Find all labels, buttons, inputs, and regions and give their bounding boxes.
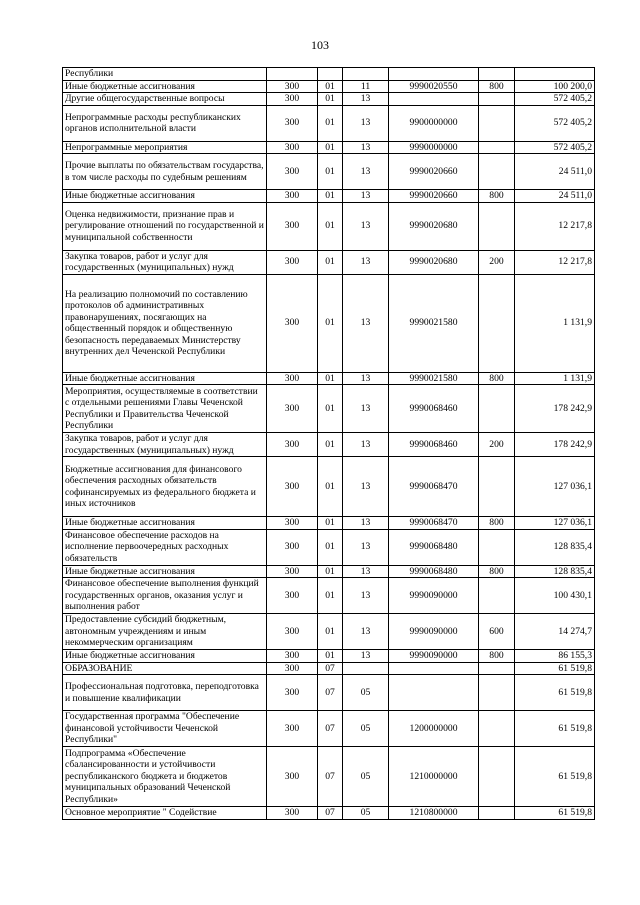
row-name-cell: Бюджетные ассигнования для финансового обеспечения расходных обязательств софинансируемых из федерального бюджета и иных источников: [63, 457, 267, 517]
table-row: [63, 614, 595, 650]
section-code-cell: 01: [318, 274, 343, 372]
amount-cell: 61 519,8: [515, 711, 595, 747]
target-article-cell: 9990068470: [389, 517, 479, 530]
table-row: [63, 711, 595, 747]
admin-code-cell: 300: [267, 385, 318, 433]
subsection-code-cell: 13: [343, 141, 389, 154]
expense-type-cell: [479, 675, 515, 711]
row-name-cell: Мероприятия, осуществляемые в соответствии с отдельными решениями Главы Чеченской Республики и Правительства Чеченской Республики: [63, 385, 267, 433]
expense-type-cell: [479, 385, 515, 433]
target-article-cell: 9990068460: [389, 433, 479, 457]
section-code-cell: 01: [318, 80, 343, 93]
expense-type-cell: 800: [479, 517, 515, 530]
table-body: [63, 68, 595, 820]
subsection-code-cell: 13: [343, 457, 389, 517]
target-article-cell: 9990021580: [389, 372, 479, 385]
admin-code-cell: 300: [267, 807, 318, 820]
section-code-cell: 01: [318, 457, 343, 517]
row-name-cell: Подпрограмма «Обеспечение сбалансированности и устойчивости республиканского бюджета и бюджетов муниципальных образований Чеченской Республики»: [63, 747, 267, 807]
amount-cell: 178 242,9: [515, 385, 595, 433]
table-row: [63, 274, 595, 372]
amount-cell: 12 217,8: [515, 250, 595, 274]
target-article-cell: 9990068460: [389, 385, 479, 433]
subsection-code-cell: 13: [343, 433, 389, 457]
row-name-cell: Основное мероприятие " Содействие: [63, 807, 267, 820]
admin-code-cell: 300: [267, 93, 318, 106]
subsection-code-cell: 11: [343, 80, 389, 93]
section-code-cell: 01: [318, 385, 343, 433]
expense-type-cell: [479, 93, 515, 106]
row-name-cell: Профессиональная подготовка, переподготовка и повышение квалификации: [63, 675, 267, 711]
subsection-code-cell: 13: [343, 250, 389, 274]
admin-code-cell: 300: [267, 80, 318, 93]
target-article-cell: 9990020680: [389, 202, 479, 250]
target-article-cell: 9990068480: [389, 565, 479, 578]
table-row: [63, 662, 595, 675]
section-code-cell: 01: [318, 105, 343, 141]
admin-code-cell: 300: [267, 662, 318, 675]
row-name-cell: Иные бюджетные ассигнования: [63, 190, 267, 203]
subsection-code-cell: 13: [343, 372, 389, 385]
admin-code-cell: 300: [267, 517, 318, 530]
subsection-code-cell: 13: [343, 650, 389, 663]
subsection-code-cell: 13: [343, 190, 389, 203]
section-code-cell: 07: [318, 747, 343, 807]
budget-table: [62, 67, 595, 820]
row-name-cell: Финансовое обеспечение выполнения функций государственных органов, оказания услуг и выполнения работ: [63, 578, 267, 614]
amount-cell: 128 835,4: [515, 565, 595, 578]
page-number: 103: [311, 38, 329, 52]
section-code-cell: 01: [318, 190, 343, 203]
expense-type-cell: [479, 747, 515, 807]
section-code-cell: 01: [318, 250, 343, 274]
amount-cell: 86 155,3: [515, 650, 595, 663]
amount-cell: 12 217,8: [515, 202, 595, 250]
admin-code-cell: 300: [267, 578, 318, 614]
expense-type-cell: [479, 105, 515, 141]
subsection-code-cell: 13: [343, 565, 389, 578]
target-article-cell: 9990000000: [389, 141, 479, 154]
section-code-cell: 07: [318, 807, 343, 820]
expense-type-cell: [479, 154, 515, 190]
target-article-cell: 9990090000: [389, 614, 479, 650]
target-article-cell: [389, 675, 479, 711]
amount-cell: 178 242,9: [515, 433, 595, 457]
amount-cell: 61 519,8: [515, 807, 595, 820]
admin-code-cell: 300: [267, 675, 318, 711]
row-name-cell: Оценка недвижимости, признание прав и регулирование отношений по государственной и муниципальной собственности: [63, 202, 267, 250]
section-code-cell: 01: [318, 372, 343, 385]
section-code-cell: 07: [318, 662, 343, 675]
row-name-cell: Иные бюджетные ассигнования: [63, 650, 267, 663]
amount-cell: 128 835,4: [515, 529, 595, 565]
subsection-code-cell: 05: [343, 711, 389, 747]
subsection-code-cell: 13: [343, 578, 389, 614]
amount-cell: 24 511,0: [515, 190, 595, 203]
expense-type-cell: 800: [479, 190, 515, 203]
table-row: [63, 105, 595, 141]
target-article-cell: 9990068480: [389, 529, 479, 565]
amount-cell: 572 405,2: [515, 141, 595, 154]
expense-type-cell: 200: [479, 250, 515, 274]
row-name-cell: Иные бюджетные ассигнования: [63, 517, 267, 530]
table-row: [63, 250, 595, 274]
row-name-cell: Закупка товаров, работ и услуг для государственных (муниципальных) нужд: [63, 250, 267, 274]
section-code-cell: 01: [318, 529, 343, 565]
table-row: [63, 457, 595, 517]
target-article-cell: 1210800000: [389, 807, 479, 820]
table-row: [63, 433, 595, 457]
table-row: [63, 68, 595, 81]
row-name-cell: Другие общегосударственные вопросы: [63, 93, 267, 106]
expense-type-cell: [479, 141, 515, 154]
section-code-cell: 01: [318, 517, 343, 530]
admin-code-cell: 300: [267, 202, 318, 250]
row-name-cell: На реализацию полномочий по составлению протоколов об административных правонарушениях, посягающих на общественный порядок и общественную безопасность передаваемых Министерству внутренних дел Чеченской Республики: [63, 274, 267, 372]
subsection-code-cell: 05: [343, 747, 389, 807]
admin-code-cell: 300: [267, 650, 318, 663]
amount-cell: 61 519,8: [515, 747, 595, 807]
table-row: [63, 93, 595, 106]
subsection-code-cell: 13: [343, 529, 389, 565]
table-row: [63, 517, 595, 530]
amount-cell: [515, 68, 595, 81]
table-row: [63, 385, 595, 433]
admin-code-cell: 300: [267, 565, 318, 578]
expense-type-cell: 200: [479, 433, 515, 457]
amount-cell: 14 274,7: [515, 614, 595, 650]
target-article-cell: 9990020680: [389, 250, 479, 274]
table-row: [63, 529, 595, 565]
amount-cell: 1 131,9: [515, 274, 595, 372]
amount-cell: 1 131,9: [515, 372, 595, 385]
target-article-cell: [389, 93, 479, 106]
expense-type-cell: [479, 68, 515, 81]
target-article-cell: [389, 68, 479, 81]
subsection-code-cell: 05: [343, 675, 389, 711]
row-name-cell: Финансовое обеспечение расходов на исполнение первоочередных расходных обязательств: [63, 529, 267, 565]
amount-cell: 61 519,8: [515, 675, 595, 711]
target-article-cell: 9990068470: [389, 457, 479, 517]
table-row: [63, 141, 595, 154]
row-name-cell: Республики: [63, 68, 267, 81]
expense-type-cell: [479, 529, 515, 565]
subsection-code-cell: 13: [343, 154, 389, 190]
amount-cell: 572 405,2: [515, 105, 595, 141]
row-name-cell: Прочие выплаты по обязательствам государства, в том числе расходы по судебным решениям: [63, 154, 267, 190]
subsection-code-cell: 05: [343, 807, 389, 820]
expense-type-cell: 800: [479, 372, 515, 385]
section-code-cell: 01: [318, 433, 343, 457]
subsection-code-cell: 13: [343, 274, 389, 372]
expense-type-cell: [479, 662, 515, 675]
admin-code-cell: 300: [267, 711, 318, 747]
section-code-cell: 01: [318, 141, 343, 154]
admin-code-cell: 300: [267, 529, 318, 565]
expense-type-cell: [479, 202, 515, 250]
section-code-cell: 01: [318, 202, 343, 250]
admin-code-cell: [267, 68, 318, 81]
table-row: [63, 80, 595, 93]
expense-type-cell: 800: [479, 565, 515, 578]
expense-type-cell: [479, 578, 515, 614]
table-row: [63, 807, 595, 820]
admin-code-cell: 300: [267, 457, 318, 517]
target-article-cell: 9990020660: [389, 190, 479, 203]
section-code-cell: 01: [318, 565, 343, 578]
expense-type-cell: 600: [479, 614, 515, 650]
row-name-cell: Закупка товаров, работ и услуг для государственных (муниципальных) нужд: [63, 433, 267, 457]
target-article-cell: 9990021580: [389, 274, 479, 372]
subsection-code-cell: 13: [343, 93, 389, 106]
table-row: [63, 565, 595, 578]
expense-type-cell: 800: [479, 650, 515, 663]
row-name-cell: Непрограммные мероприятия: [63, 141, 267, 154]
expense-type-cell: 800: [479, 80, 515, 93]
amount-cell: 100 200,0: [515, 80, 595, 93]
target-article-cell: [389, 662, 479, 675]
admin-code-cell: 300: [267, 372, 318, 385]
subsection-code-cell: 13: [343, 517, 389, 530]
target-article-cell: 9900000000: [389, 105, 479, 141]
section-code-cell: [318, 68, 343, 81]
section-code-cell: 01: [318, 578, 343, 614]
row-name-cell: Предоставление субсидий бюджетным, автономным учреждениям и иным некоммерческим организациям: [63, 614, 267, 650]
subsection-code-cell: 13: [343, 385, 389, 433]
subsection-code-cell: 13: [343, 614, 389, 650]
admin-code-cell: 300: [267, 250, 318, 274]
target-article-cell: 9990090000: [389, 650, 479, 663]
admin-code-cell: 300: [267, 190, 318, 203]
table-row: [63, 650, 595, 663]
subsection-code-cell: 13: [343, 105, 389, 141]
target-article-cell: 1210000000: [389, 747, 479, 807]
subsection-code-cell: [343, 68, 389, 81]
table-row: [63, 372, 595, 385]
section-code-cell: 07: [318, 711, 343, 747]
row-name-cell: Государственная программа "Обеспечение финансовой устойчивости Чеченской Республики": [63, 711, 267, 747]
admin-code-cell: 300: [267, 747, 318, 807]
expense-type-cell: [479, 457, 515, 517]
subsection-code-cell: 13: [343, 202, 389, 250]
admin-code-cell: 300: [267, 154, 318, 190]
section-code-cell: 07: [318, 675, 343, 711]
admin-code-cell: 300: [267, 614, 318, 650]
table-row: [63, 747, 595, 807]
amount-cell: 100 430,1: [515, 578, 595, 614]
section-code-cell: 01: [318, 650, 343, 663]
expense-type-cell: [479, 274, 515, 372]
table-row: [63, 154, 595, 190]
expense-type-cell: [479, 807, 515, 820]
row-name-cell: ОБРАЗОВАНИЕ: [63, 662, 267, 675]
expense-type-cell: [479, 711, 515, 747]
section-code-cell: 01: [318, 93, 343, 106]
amount-cell: 127 036,1: [515, 457, 595, 517]
target-article-cell: 9990090000: [389, 578, 479, 614]
target-article-cell: 1200000000: [389, 711, 479, 747]
amount-cell: 61 519,8: [515, 662, 595, 675]
amount-cell: 127 036,1: [515, 517, 595, 530]
target-article-cell: 9990020550: [389, 80, 479, 93]
admin-code-cell: 300: [267, 141, 318, 154]
admin-code-cell: 300: [267, 433, 318, 457]
row-name-cell: Иные бюджетные ассигнования: [63, 80, 267, 93]
admin-code-cell: 300: [267, 105, 318, 141]
amount-cell: 572 405,2: [515, 93, 595, 106]
table-row: [63, 578, 595, 614]
row-name-cell: Непрограммные расходы республиканских органов исполнительной власти: [63, 105, 267, 141]
section-code-cell: 01: [318, 614, 343, 650]
table-row: [63, 202, 595, 250]
table-row: [63, 190, 595, 203]
subsection-code-cell: [343, 662, 389, 675]
row-name-cell: Иные бюджетные ассигнования: [63, 372, 267, 385]
section-code-cell: 01: [318, 154, 343, 190]
target-article-cell: 9990020660: [389, 154, 479, 190]
amount-cell: 24 511,0: [515, 154, 595, 190]
row-name-cell: Иные бюджетные ассигнования: [63, 565, 267, 578]
admin-code-cell: 300: [267, 274, 318, 372]
table-row: [63, 675, 595, 711]
